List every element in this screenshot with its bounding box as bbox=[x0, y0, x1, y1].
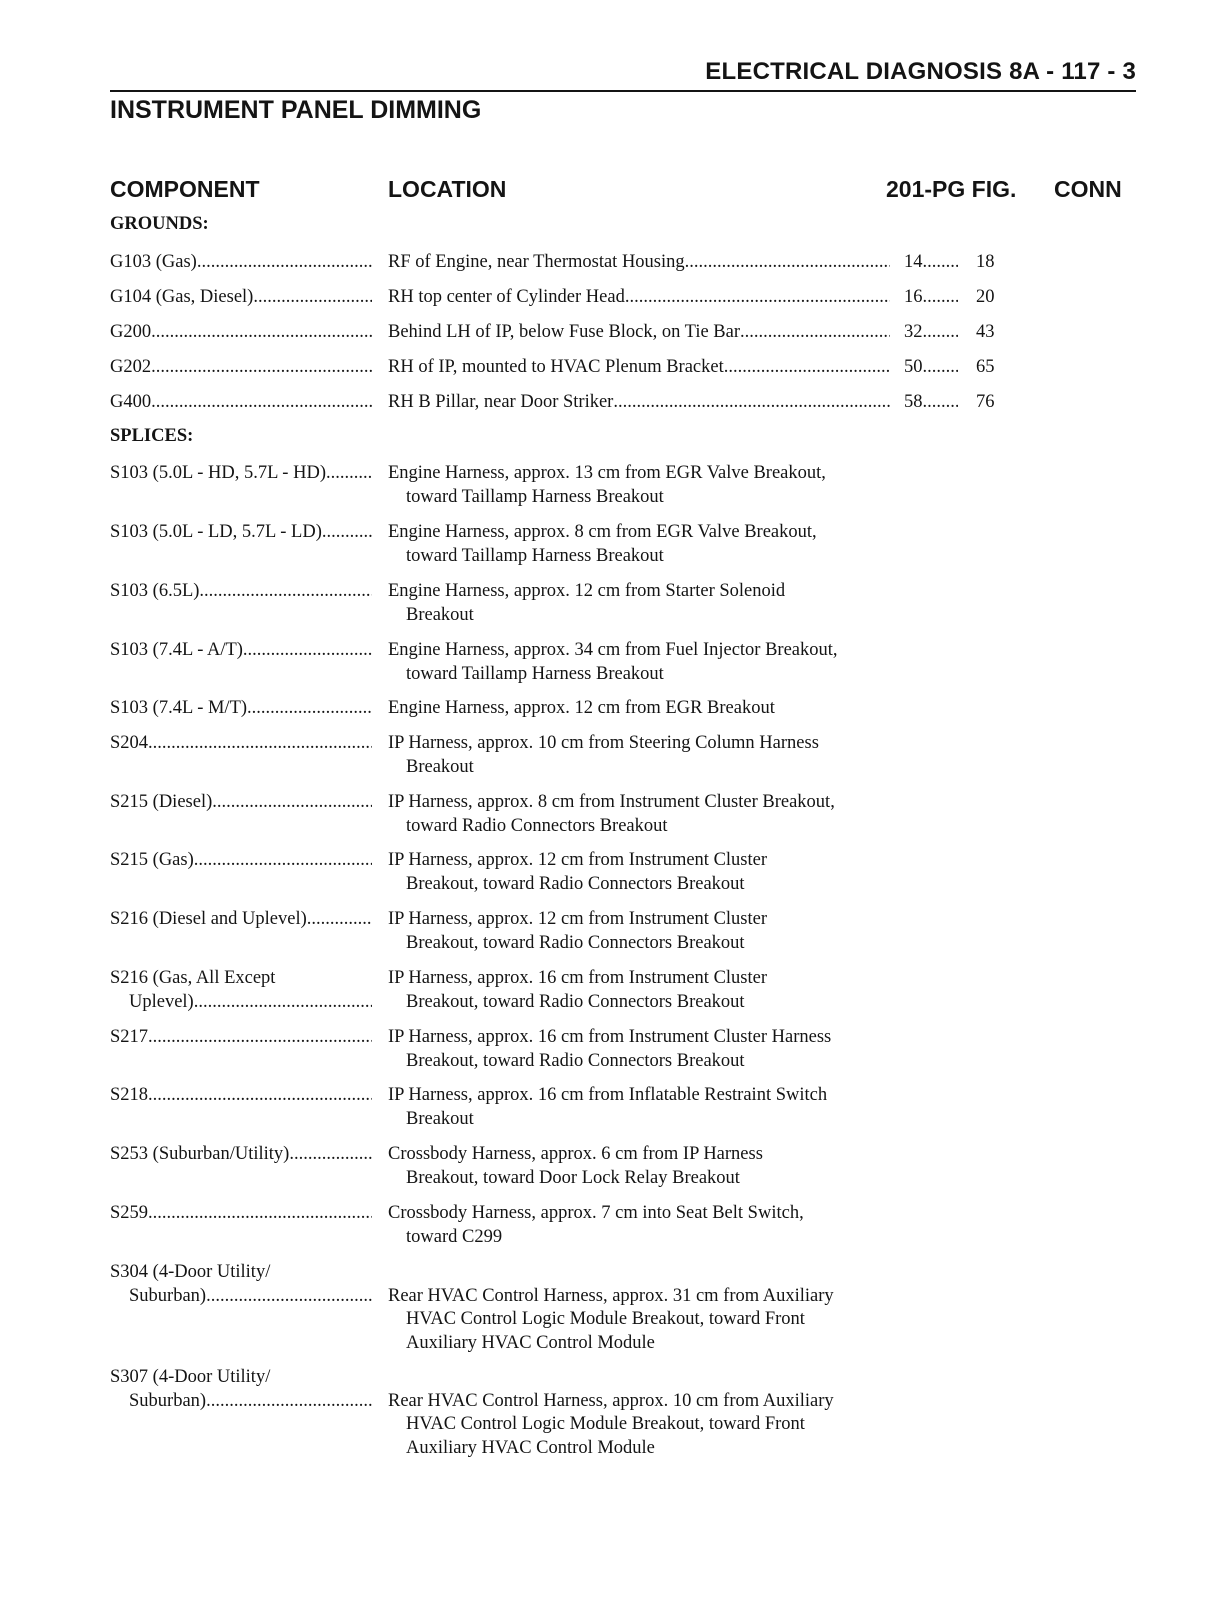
page-number: ELECTRICAL DIAGNOSIS 8A - 117 - 3 bbox=[705, 58, 1136, 85]
location-line bbox=[388, 663, 890, 687]
component-line bbox=[110, 1366, 372, 1390]
location-text: Crossbody Harness, approx. 6 cm from IP Harness bbox=[388, 1144, 763, 1164]
location-cell bbox=[388, 908, 890, 955]
component-cell bbox=[110, 521, 372, 545]
component-line bbox=[110, 1261, 372, 1285]
location-line bbox=[388, 251, 890, 275]
component-name: G104 (Gas, Diesel) bbox=[110, 287, 254, 307]
location-line bbox=[388, 991, 890, 1015]
component-name: S103 (7.4L - M/T) bbox=[110, 698, 248, 718]
component-line bbox=[110, 1390, 372, 1414]
dot-leader bbox=[206, 1285, 372, 1309]
grounds-heading: GROUNDS: bbox=[110, 214, 209, 234]
dot-leader bbox=[194, 849, 372, 873]
component-cell bbox=[110, 356, 372, 380]
conn-value: 18 bbox=[976, 252, 995, 272]
location-line bbox=[388, 1308, 890, 1332]
component-cell bbox=[110, 639, 372, 663]
location-line bbox=[388, 486, 890, 510]
location-line bbox=[388, 521, 890, 545]
location-text: IP Harness, approx. 10 cm from Steering Column Harness bbox=[388, 733, 819, 753]
location-line bbox=[388, 604, 890, 628]
pg-fig-value: 58 bbox=[904, 392, 923, 412]
component-name: S216 (Gas, All Except bbox=[110, 968, 276, 988]
dot-leader bbox=[923, 286, 959, 310]
component-line bbox=[110, 908, 372, 932]
location-text: IP Harness, approx. 8 cm from Instrument Cluster Breakout, bbox=[388, 792, 835, 812]
component-cell bbox=[110, 286, 372, 310]
component-name: S103 (5.0L - HD, 5.7L - HD) bbox=[110, 463, 326, 483]
location-cell bbox=[388, 1202, 890, 1249]
component-line bbox=[110, 697, 372, 721]
dot-leader bbox=[212, 791, 372, 815]
component-name: G200 bbox=[110, 322, 152, 342]
dot-leader bbox=[923, 321, 959, 345]
location-text: Rear HVAC Control Harness, approx. 10 cm from Auxiliary bbox=[388, 1390, 834, 1411]
location-text: Breakout, toward Radio Connectors Breakout bbox=[406, 991, 745, 1012]
dot-leader bbox=[326, 462, 372, 486]
location-cell bbox=[388, 639, 890, 686]
component-line bbox=[110, 791, 372, 815]
component-name: S218 bbox=[110, 1085, 149, 1105]
component-cell bbox=[110, 1261, 372, 1308]
component-line bbox=[110, 639, 372, 663]
location-line bbox=[388, 1202, 890, 1226]
dot-leader bbox=[151, 321, 372, 345]
location-line bbox=[388, 873, 890, 897]
component-line bbox=[110, 391, 372, 415]
component-name: Suburban) bbox=[129, 1390, 207, 1411]
component-name: S304 (4-Door Utility/ bbox=[110, 1262, 271, 1282]
component-name: S307 (4-Door Utility/ bbox=[110, 1367, 271, 1387]
location-text: toward Taillamp Harness Breakout bbox=[406, 663, 664, 684]
dot-leader bbox=[724, 356, 890, 380]
component-line bbox=[110, 462, 372, 486]
location-text: Auxiliary HVAC Control Module bbox=[406, 1437, 655, 1458]
location-text: Breakout, toward Radio Connectors Breakout bbox=[406, 1050, 745, 1071]
dot-leader bbox=[148, 1202, 372, 1226]
location-line bbox=[388, 321, 890, 345]
component-name: S216 (Diesel and Uplevel) bbox=[110, 909, 307, 929]
location-line bbox=[388, 967, 890, 991]
location-line bbox=[388, 462, 890, 486]
location-cell bbox=[388, 732, 890, 779]
component-line bbox=[110, 251, 372, 275]
component-name: S217 bbox=[110, 1027, 149, 1047]
location-line bbox=[388, 545, 890, 569]
location-cell bbox=[388, 967, 890, 1014]
component-cell bbox=[110, 697, 372, 721]
component-name: S215 (Gas) bbox=[110, 850, 194, 870]
dot-leader bbox=[923, 251, 959, 275]
pg-fig-value: 32 bbox=[904, 322, 923, 342]
location-text: Engine Harness, approx. 34 cm from Fuel Injector Breakout, bbox=[388, 640, 838, 660]
location-line bbox=[388, 1261, 890, 1285]
location-line bbox=[388, 1366, 890, 1390]
pg-fig-value: 50 bbox=[904, 357, 923, 377]
component-line bbox=[110, 732, 372, 756]
location-cell bbox=[388, 791, 890, 838]
location-line bbox=[388, 1167, 890, 1191]
dot-leader bbox=[247, 697, 372, 721]
component-cell bbox=[110, 1366, 372, 1413]
location-line bbox=[388, 286, 890, 310]
component-name: S103 (7.4L - A/T) bbox=[110, 640, 243, 660]
dot-leader bbox=[148, 1084, 372, 1108]
location-cell bbox=[388, 849, 890, 896]
component-cell bbox=[110, 791, 372, 815]
location-text: Engine Harness, approx. 12 cm from Starter Solenoid bbox=[388, 581, 786, 601]
component-cell bbox=[110, 967, 372, 1014]
location-text: IP Harness, approx. 16 cm from Instrument Cluster Harness bbox=[388, 1027, 832, 1047]
location-text: RH B Pillar, near Door Striker bbox=[388, 392, 614, 412]
location-text: IP Harness, approx. 16 cm from Inflatable Restraint Switch bbox=[388, 1085, 828, 1105]
component-name: Suburban) bbox=[129, 1285, 207, 1306]
location-text: IP Harness, approx. 16 cm from Instrument Cluster bbox=[388, 968, 768, 988]
pg-fig-cell bbox=[904, 391, 958, 415]
column-header-location: LOCATION bbox=[388, 176, 507, 202]
component-name: S259 bbox=[110, 1203, 149, 1223]
location-text: Breakout, toward Radio Connectors Breakout bbox=[406, 932, 745, 953]
location-line bbox=[388, 1026, 890, 1050]
pg-fig-cell bbox=[904, 251, 958, 275]
component-cell bbox=[110, 908, 372, 932]
component-name: G103 (Gas) bbox=[110, 252, 197, 272]
component-line bbox=[110, 321, 372, 345]
component-cell bbox=[110, 1202, 372, 1226]
location-text: toward Taillamp Harness Breakout bbox=[406, 486, 664, 507]
pg-fig-cell bbox=[904, 286, 958, 310]
conn-value: 43 bbox=[976, 322, 995, 342]
component-name: G400 bbox=[110, 392, 152, 412]
component-line bbox=[110, 521, 372, 545]
location-line bbox=[388, 697, 890, 721]
location-line bbox=[388, 1413, 890, 1437]
component-cell bbox=[110, 462, 372, 486]
location-cell bbox=[388, 1366, 890, 1460]
location-cell bbox=[388, 1261, 890, 1355]
component-cell bbox=[110, 1143, 372, 1167]
location-cell bbox=[388, 521, 890, 568]
component-line bbox=[110, 1084, 372, 1108]
location-text: Rear HVAC Control Harness, approx. 31 cm from Auxiliary bbox=[388, 1285, 834, 1306]
location-cell bbox=[388, 1143, 890, 1190]
location-text: Engine Harness, approx. 13 cm from EGR Valve Breakout, bbox=[388, 463, 826, 483]
component-cell bbox=[110, 580, 372, 604]
location-line bbox=[388, 1108, 890, 1132]
dot-leader bbox=[194, 991, 372, 1015]
splices-heading: SPLICES: bbox=[110, 426, 194, 446]
location-text: RH of IP, mounted to HVAC Plenum Bracket bbox=[388, 357, 724, 377]
location-text: Engine Harness, approx. 12 cm from EGR Breakout bbox=[388, 698, 775, 718]
location-line bbox=[388, 391, 890, 415]
component-cell bbox=[110, 849, 372, 873]
location-line bbox=[388, 756, 890, 780]
component-name: S204 bbox=[110, 733, 149, 753]
component-name: S253 (Suburban/Utility) bbox=[110, 1144, 290, 1164]
location-text: Auxiliary HVAC Control Module bbox=[406, 1332, 655, 1353]
location-cell bbox=[388, 391, 890, 415]
component-name: G202 bbox=[110, 357, 152, 377]
location-text: Breakout, toward Door Lock Relay Breakout bbox=[406, 1167, 740, 1188]
location-line bbox=[388, 732, 890, 756]
dot-leader bbox=[923, 391, 959, 415]
dot-leader bbox=[625, 286, 890, 310]
location-line bbox=[388, 908, 890, 932]
location-line bbox=[388, 932, 890, 956]
conn-value: 76 bbox=[976, 392, 995, 412]
location-text: IP Harness, approx. 12 cm from Instrument Cluster bbox=[388, 909, 768, 929]
component-cell bbox=[110, 251, 372, 275]
location-line bbox=[388, 1084, 890, 1108]
location-line bbox=[388, 1437, 890, 1461]
location-line bbox=[388, 1390, 890, 1414]
location-text: HVAC Control Logic Module Breakout, toward Front bbox=[406, 1414, 805, 1434]
dot-leader bbox=[923, 356, 959, 380]
location-line bbox=[388, 1285, 890, 1309]
component-line bbox=[110, 1285, 372, 1309]
dot-leader bbox=[151, 391, 372, 415]
dot-leader bbox=[206, 1390, 372, 1414]
dot-leader bbox=[148, 732, 372, 756]
pg-fig-cell bbox=[904, 356, 958, 380]
location-line bbox=[388, 1332, 890, 1356]
location-text: toward Taillamp Harness Breakout bbox=[406, 545, 664, 566]
location-text: toward Radio Connectors Breakout bbox=[406, 815, 668, 836]
component-name: S103 (5.0L - LD, 5.7L - LD) bbox=[110, 522, 322, 542]
location-text: RH top center of Cylinder Head bbox=[388, 287, 625, 307]
location-text: Breakout bbox=[406, 604, 474, 625]
component-name: Uplevel) bbox=[129, 991, 194, 1012]
column-header-pg-fig: 201-PG FIG. bbox=[886, 176, 1017, 202]
dot-leader bbox=[243, 639, 372, 663]
dot-leader bbox=[253, 286, 372, 310]
dot-leader bbox=[613, 391, 890, 415]
location-cell bbox=[388, 356, 890, 380]
location-line bbox=[388, 356, 890, 380]
component-line bbox=[110, 1143, 372, 1167]
pg-fig-cell bbox=[904, 321, 958, 345]
component-line bbox=[110, 286, 372, 310]
location-cell bbox=[388, 321, 890, 345]
component-cell bbox=[110, 391, 372, 415]
location-cell bbox=[388, 580, 890, 627]
location-text: Breakout bbox=[406, 756, 474, 777]
location-text: Breakout bbox=[406, 1108, 474, 1129]
location-line bbox=[388, 639, 890, 663]
location-line bbox=[388, 1143, 890, 1167]
dot-leader bbox=[199, 580, 372, 604]
component-name: S215 (Diesel) bbox=[110, 792, 213, 812]
location-line bbox=[388, 580, 890, 604]
component-cell bbox=[110, 321, 372, 345]
component-line bbox=[110, 580, 372, 604]
location-line bbox=[388, 849, 890, 873]
conn-value: 20 bbox=[976, 287, 995, 307]
location-cell bbox=[388, 286, 890, 310]
dot-leader bbox=[151, 356, 372, 380]
location-line bbox=[388, 791, 890, 815]
location-text: toward C299 bbox=[406, 1226, 503, 1247]
dot-leader bbox=[740, 321, 890, 345]
header-rule bbox=[110, 90, 1136, 92]
column-header-component: COMPONENT bbox=[110, 176, 260, 202]
pg-fig-value: 16 bbox=[904, 287, 923, 307]
component-cell bbox=[110, 1026, 372, 1050]
component-line bbox=[110, 967, 372, 991]
component-line bbox=[110, 991, 372, 1015]
location-cell bbox=[388, 1084, 890, 1131]
location-line bbox=[388, 815, 890, 839]
component-line bbox=[110, 849, 372, 873]
component-name: S103 (6.5L) bbox=[110, 581, 200, 601]
location-cell bbox=[388, 697, 890, 721]
location-text: Crossbody Harness, approx. 7 cm into Seat Belt Switch, bbox=[388, 1203, 804, 1223]
location-text: Behind LH of IP, below Fuse Block, on Tie Bar bbox=[388, 322, 741, 342]
dot-leader bbox=[197, 251, 372, 275]
pg-fig-value: 14 bbox=[904, 252, 923, 272]
location-line bbox=[388, 1226, 890, 1250]
component-line bbox=[110, 356, 372, 380]
dot-leader bbox=[148, 1026, 372, 1050]
location-line bbox=[388, 1050, 890, 1074]
location-text: HVAC Control Logic Module Breakout, toward Front bbox=[406, 1309, 805, 1329]
location-text: IP Harness, approx. 12 cm from Instrument Cluster bbox=[388, 850, 768, 870]
component-line bbox=[110, 1202, 372, 1226]
column-header-conn: CONN bbox=[1054, 176, 1122, 202]
conn-value: 65 bbox=[976, 357, 995, 377]
section-title: INSTRUMENT PANEL DIMMING bbox=[110, 96, 482, 124]
location-text: Engine Harness, approx. 8 cm from EGR Valve Breakout, bbox=[388, 522, 817, 542]
dot-leader bbox=[289, 1143, 372, 1167]
location-cell bbox=[388, 462, 890, 509]
location-text: Breakout, toward Radio Connectors Breakout bbox=[406, 873, 745, 894]
dot-leader bbox=[322, 521, 372, 545]
component-cell bbox=[110, 1084, 372, 1108]
component-line bbox=[110, 1026, 372, 1050]
location-text: RF of Engine, near Thermostat Housing bbox=[388, 252, 685, 272]
dot-leader bbox=[685, 251, 890, 275]
location-cell bbox=[388, 251, 890, 275]
dot-leader bbox=[307, 908, 372, 932]
location-cell bbox=[388, 1026, 890, 1073]
component-cell bbox=[110, 732, 372, 756]
